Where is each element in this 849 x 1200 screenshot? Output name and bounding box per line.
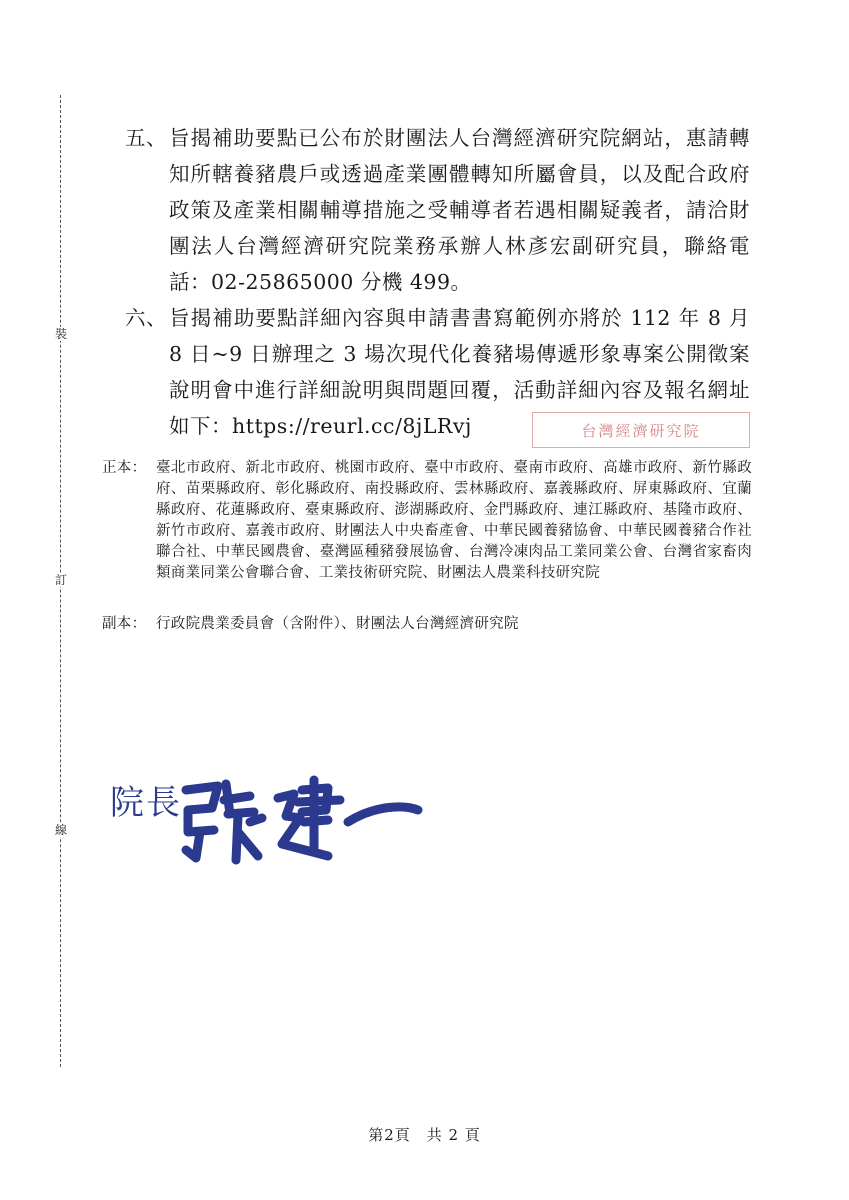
item-five-text: 旨揭補助要點已公布於財團法人台灣經濟研究院網站，惠請轉知所轄養豬農戶或透過產業團體轉知所屬會員，以及配合政府政策及產業相關輔導措施之受輔導者若遇相關疑義者，請洽財團法人台灣經濟研究院業務承辦人林彥宏副研究員，聯絡電話：02-25865000 分機 499。 <box>169 126 750 294</box>
official-seal-stamp <box>532 412 750 448</box>
item-five <box>125 120 750 300</box>
page-number: 第2頁 共 2 頁 <box>368 1126 481 1144</box>
copy-recipients-list: 行政院農業委員會（含附件）、財團法人台灣經濟研究院 <box>156 616 519 632</box>
binding-char-zhuang: 裝 <box>54 327 67 341</box>
handwritten-signature <box>178 770 428 870</box>
seal-text: 台灣經濟研究院 <box>581 421 701 440</box>
primary-recipients-label: 正本： <box>102 460 147 476</box>
binding-char-ding: 訂 <box>54 573 67 587</box>
item-six-text: 旨揭補助要點詳細內容與申請書書寫範例亦將於 112 年 8 月 8 日~9 日辦理之 3 場次現代化養豬場傳遞形象專案公開徵案說明會中進行詳細說明與問題回覆，活動詳細內容及報名網址如下：https://reurl.cc/8jLRvj <box>169 306 750 438</box>
primary-recipients <box>102 458 752 584</box>
item-five-number: 五、 <box>125 126 167 150</box>
binding-char-xian: 線 <box>54 823 67 837</box>
copy-recipients-label: 副本： <box>102 616 147 632</box>
primary-recipients-list: 臺北市政府、新北市政府、桃園市政府、臺中市政府、臺南市政府、高雄市政府、新竹縣政府、苗栗縣政府、彰化縣政府、南投縣政府、雲林縣政府、嘉義縣政府、屏東縣政府、宜蘭縣政府、花蓮縣政府、臺東縣政府、澎湖縣政府、金門縣政府、連江縣政府、基隆市政府、新竹市政府、嘉義市政府、財團法人中央畜產會、中華民國養豬協會、中華民國養豬合作社聯合社、中華民國農會、臺灣區種豬發展協會、台灣冷凍肉品工業同業公會、台灣省家畜肉類商業同業公會聯合會、工業技術研究院、財團法人農業科技研究院 <box>156 460 752 581</box>
signature-title: 院長 <box>110 783 182 823</box>
copy-recipients <box>102 614 752 635</box>
item-six-number: 六、 <box>125 306 167 330</box>
